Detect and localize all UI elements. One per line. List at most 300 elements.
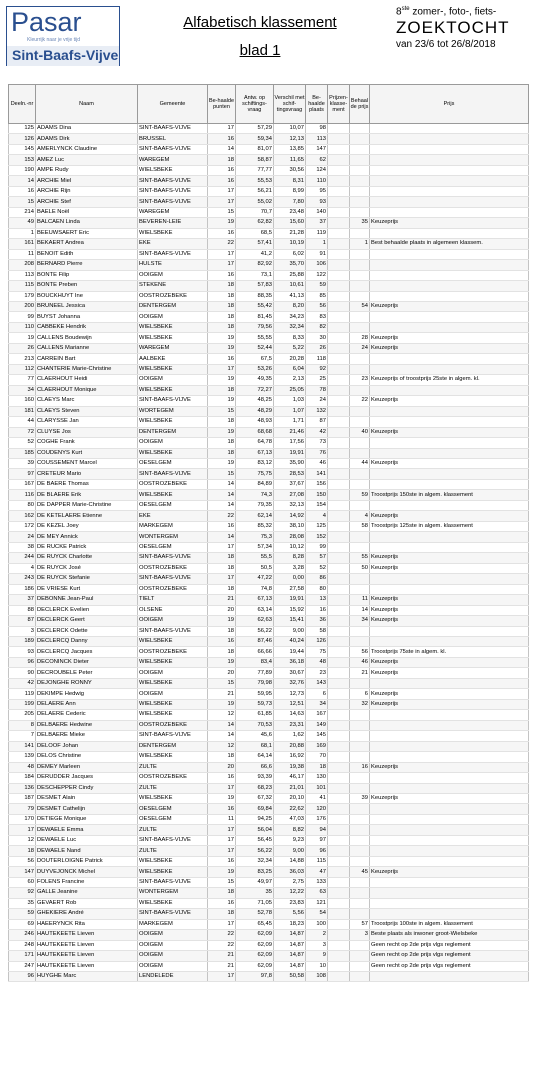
table-cell: 70,7 (236, 207, 274, 217)
table-row (9, 574, 529, 584)
table-cell (328, 500, 350, 510)
table-row (9, 354, 529, 364)
table-cell: 18 (9, 846, 36, 856)
table-cell (350, 281, 370, 291)
table-cell: 19 (9, 333, 36, 343)
table-cell: 20,88 (274, 741, 306, 751)
table-cell: 19,44 (274, 647, 306, 657)
table-cell: 65,45 (236, 919, 274, 929)
table-cell: Troostprijs 75ste in algem. kl. (370, 647, 529, 657)
table-cell: DE MEY Annick (36, 532, 138, 542)
table-cell (350, 814, 370, 824)
table-row (9, 710, 529, 720)
table-cell: 140 (306, 207, 328, 217)
table-cell: 19 (208, 333, 236, 343)
table-cell: 92 (306, 364, 328, 374)
table-cell: 18 (208, 888, 236, 898)
table-cell: BOUCKHUYT Ine (36, 291, 138, 301)
table-cell: 18 (208, 909, 236, 919)
table-cell: 54 (306, 909, 328, 919)
table-cell: 147 (9, 867, 36, 877)
table-cell: 32,34 (274, 322, 306, 332)
table-cell: 24 (9, 532, 36, 542)
table-row (9, 626, 529, 636)
table-cell: 18 (208, 448, 236, 458)
table-cell: 115 (9, 281, 36, 291)
table-cell: 56 (350, 647, 370, 657)
table-cell: 44 (9, 417, 36, 427)
table-row (9, 794, 529, 804)
table-cell (350, 856, 370, 866)
table-cell: 39 (350, 794, 370, 804)
table-cell: 67,32 (236, 794, 274, 804)
table-cell (370, 249, 529, 259)
table-row (9, 228, 529, 238)
table-cell (350, 773, 370, 783)
table-cell: 18 (208, 626, 236, 636)
table-cell: 72,27 (236, 385, 274, 395)
table-cell: 55,42 (236, 301, 274, 311)
table-cell: 133 (306, 877, 328, 887)
table-cell: 94 (306, 825, 328, 835)
table-cell: 40 (350, 427, 370, 437)
table-cell: Keuzeprijs (370, 218, 529, 228)
table-cell: DE KETELAERE Etienne (36, 511, 138, 521)
table-cell: 10,19 (274, 239, 306, 249)
table-row (9, 961, 529, 971)
table-cell: 95 (306, 186, 328, 196)
table-cell: 61,85 (236, 710, 274, 720)
table-cell: 18 (208, 312, 236, 322)
table-cell: 45 (350, 867, 370, 877)
table-cell: WIELSBEKE (138, 710, 208, 720)
table-cell (328, 971, 350, 981)
table-cell: 12 (9, 835, 36, 845)
table-cell: WIELSBEKE (138, 490, 208, 500)
table-cell: 15 (208, 207, 236, 217)
table-cell (328, 616, 350, 626)
table-cell (328, 584, 350, 594)
table-cell: 22 (208, 511, 236, 521)
table-cell: 14 (208, 479, 236, 489)
table-cell: 161 (9, 239, 36, 249)
table-cell: 1 (306, 239, 328, 249)
table-cell: 19 (208, 427, 236, 437)
table-cell: CLAERHOUT Monique (36, 385, 138, 395)
table-cell (350, 364, 370, 374)
table-row (9, 814, 529, 824)
table-cell: DE RUYCK José (36, 563, 138, 573)
table-cell (370, 898, 529, 908)
table-cell: 16 (208, 165, 236, 175)
table-cell: COUDENYS Kurt (36, 448, 138, 458)
table-cell (350, 312, 370, 322)
table-cell: 87 (306, 417, 328, 427)
table-cell: 121 (306, 898, 328, 908)
table-cell: ARCHIE Miel (36, 176, 138, 186)
table-cell: SINT-BAAFS-VIJVE (138, 877, 208, 887)
table-cell: 60 (9, 877, 36, 887)
table-cell: 16 (208, 134, 236, 144)
table-cell (350, 752, 370, 762)
event-info (396, 6, 532, 50)
table-cell (370, 532, 529, 542)
table-cell: 3 (9, 626, 36, 636)
table-cell: 93 (306, 197, 328, 207)
table-cell: 18 (208, 647, 236, 657)
table-cell: 11,65 (274, 155, 306, 165)
table-cell: 17,56 (274, 438, 306, 448)
table-cell (350, 961, 370, 971)
table-cell: 36 (306, 616, 328, 626)
table-cell: 17 (208, 825, 236, 835)
table-cell: WIELSBEKE (138, 867, 208, 877)
table-cell: 18 (208, 155, 236, 165)
table-cell: 52,78 (236, 909, 274, 919)
table-cell (328, 961, 350, 971)
table-cell: WIELSBEKE (138, 794, 208, 804)
table-cell (328, 521, 350, 531)
table-cell (370, 124, 529, 134)
table-row (9, 176, 529, 186)
table-cell (370, 877, 529, 887)
table-cell: SINT-BAAFS-VIJVE (138, 574, 208, 584)
table-cell: HAUTEKEETE Lieven (36, 940, 138, 950)
table-cell (328, 877, 350, 887)
table-cell: 73,1 (236, 270, 274, 280)
table-row (9, 396, 529, 406)
table-cell: DE RUYCK Charlotte (36, 553, 138, 563)
table-cell: 14 (350, 605, 370, 615)
table-cell: CLAERHOUT Heidi (36, 375, 138, 385)
table-row (9, 521, 529, 531)
event-ordinal: 8 (396, 6, 402, 18)
table-cell (328, 825, 350, 835)
table-cell: 20,28 (274, 354, 306, 364)
table-cell: 83,25 (236, 867, 274, 877)
table-cell (370, 710, 529, 720)
table-cell: HAUTEKEETE Lieven (36, 961, 138, 971)
table-cell (370, 500, 529, 510)
table-cell: 1 (9, 228, 36, 238)
table-cell: 67,13 (236, 448, 274, 458)
table-cell: BENOIT Edith (36, 249, 138, 259)
table-cell: 22 (208, 940, 236, 950)
table-cell: HAUTEKEETE Lieven (36, 930, 138, 940)
column-header: Be-haalde punten (208, 85, 236, 124)
logo-tagline: Kleurrijk naar je vrije tijd (27, 37, 81, 43)
table-cell (328, 574, 350, 584)
table-cell (328, 741, 350, 751)
table-row (9, 647, 529, 657)
table-cell (328, 197, 350, 207)
table-cell: 106 (306, 260, 328, 270)
table-cell (370, 354, 529, 364)
table-cell: 39 (9, 459, 36, 469)
table-cell (370, 197, 529, 207)
table-cell: 30 (306, 333, 328, 343)
table-cell: OOIGEM (138, 312, 208, 322)
table-cell: Geen recht op 2de prijs vlgs reglement (370, 951, 529, 961)
table-cell: Keuzeprijs (370, 794, 529, 804)
table-cell (350, 260, 370, 270)
table-cell: 46 (350, 657, 370, 667)
table-cell: 55,55 (236, 333, 274, 343)
table-cell: 40,24 (274, 636, 306, 646)
table-cell: 64,78 (236, 438, 274, 448)
table-cell (350, 270, 370, 280)
table-cell: 17 (9, 825, 36, 835)
table-cell (328, 814, 350, 824)
table-cell: 17 (208, 835, 236, 845)
table-cell: 119 (9, 689, 36, 699)
table-row (9, 835, 529, 845)
table-cell (350, 888, 370, 898)
table-cell (328, 322, 350, 332)
table-row (9, 741, 529, 751)
table-cell: 48,25 (236, 396, 274, 406)
table-cell: 62,09 (236, 940, 274, 950)
table-cell: 17 (208, 783, 236, 793)
table-cell: AMERLYNCK Claudine (36, 144, 138, 154)
table-cell: 14,87 (274, 940, 306, 950)
table-cell: 189 (9, 636, 36, 646)
table-cell: 1,71 (274, 417, 306, 427)
table-cell: 96 (9, 971, 36, 981)
table-cell: 21,46 (274, 427, 306, 437)
table-cell (370, 364, 529, 374)
table-cell: 4 (306, 511, 328, 521)
table-cell: 88,35 (236, 291, 274, 301)
table-cell: 23,83 (274, 898, 306, 908)
table-cell (328, 291, 350, 301)
table-cell (328, 553, 350, 563)
table-cell: 136 (9, 783, 36, 793)
table-cell: 3 (306, 940, 328, 950)
table-row (9, 500, 529, 510)
table-cell (328, 699, 350, 709)
table-cell (328, 710, 350, 720)
table-cell (370, 825, 529, 835)
table-cell: 55,53 (236, 176, 274, 186)
table-cell: 56,45 (236, 835, 274, 845)
table-cell: 68,1 (236, 741, 274, 751)
table-cell: DUYVEJONCK Michel (36, 867, 138, 877)
table-row (9, 406, 529, 416)
table-cell: ARCHIE Rijn (36, 186, 138, 196)
table-cell: 56 (9, 856, 36, 866)
table-cell: OOIGEM (138, 270, 208, 280)
table-row (9, 636, 529, 646)
table-cell: WIELSBEKE (138, 448, 208, 458)
table-cell (370, 144, 529, 154)
table-cell: 93,39 (236, 773, 274, 783)
table-row (9, 427, 529, 437)
table-cell: 247 (9, 961, 36, 971)
table-cell: Keuzeprijs (370, 427, 529, 437)
table-cell (328, 333, 350, 343)
table-cell (370, 469, 529, 479)
table-cell: 20 (208, 668, 236, 678)
table-cell: 19 (208, 218, 236, 228)
table-cell: Keuzeprijs (370, 668, 529, 678)
table-cell: 126 (306, 636, 328, 646)
table-cell: OOIGEM (138, 375, 208, 385)
table-cell (328, 773, 350, 783)
table-cell: 179 (9, 291, 36, 301)
table-cell: ZULTE (138, 762, 208, 772)
table-cell (328, 375, 350, 385)
table-cell (370, 731, 529, 741)
event-name: ZOEKTOCHT (396, 18, 510, 38)
table-cell: 67,13 (236, 595, 274, 605)
table-cell: 77,89 (236, 668, 274, 678)
pasar-logo (6, 6, 120, 66)
table-cell: 172 (9, 521, 36, 531)
table-cell: 12,73 (274, 689, 306, 699)
table-cell: SINT-BAAFS-VIJVE (138, 186, 208, 196)
table-cell: 124 (306, 165, 328, 175)
table-cell: DELBAERE Hedwine (36, 720, 138, 730)
table-cell: 2 (306, 930, 328, 940)
table-cell: ADAMS Dirk (36, 134, 138, 144)
table-cell: 42 (306, 427, 328, 437)
table-cell: TIELT (138, 595, 208, 605)
table-cell: 14 (208, 500, 236, 510)
table-row (9, 459, 529, 469)
table-cell: 62,63 (236, 616, 274, 626)
table-cell: 21 (208, 595, 236, 605)
table-cell: 9,00 (274, 846, 306, 856)
table-cell: 17 (208, 124, 236, 134)
table-cell (350, 877, 370, 887)
table-cell (350, 971, 370, 981)
table-cell (370, 846, 529, 856)
table-cell: OLSENE (138, 605, 208, 615)
table-cell: WIELSBEKE (138, 165, 208, 175)
table-row (9, 773, 529, 783)
table-cell: 82,92 (236, 260, 274, 270)
table-cell: 16,92 (274, 752, 306, 762)
table-cell: 35 (350, 218, 370, 228)
table-cell: DOUTERLOIGNE Patrick (36, 856, 138, 866)
table-cell: 66,66 (236, 647, 274, 657)
table-cell: WAREGEM (138, 207, 208, 217)
table-cell: 184 (9, 773, 36, 783)
table-row (9, 124, 529, 134)
table-cell (328, 647, 350, 657)
table-cell (370, 814, 529, 824)
table-cell (370, 783, 529, 793)
table-cell: WIELSBEKE (138, 322, 208, 332)
table-cell (370, 720, 529, 730)
table-cell: DELOS Christine (36, 752, 138, 762)
table-cell: OOSTROZEBEKE (138, 773, 208, 783)
table-row (9, 553, 529, 563)
table-cell: 110 (9, 322, 36, 332)
table-cell: 6,04 (274, 364, 306, 374)
table-row (9, 469, 529, 479)
table-cell (370, 155, 529, 165)
table-cell: 18 (208, 584, 236, 594)
table-cell: 58,87 (236, 155, 274, 165)
page-header (0, 0, 536, 86)
table-row (9, 479, 529, 489)
table-cell (370, 228, 529, 238)
table-cell: OOIGEM (138, 951, 208, 961)
table-cell: 16 (306, 605, 328, 615)
table-cell: 32 (350, 699, 370, 709)
table-row (9, 260, 529, 270)
table-cell (350, 626, 370, 636)
table-cell: 36,03 (274, 867, 306, 877)
table-cell: 13,85 (274, 144, 306, 154)
table-cell: 74,8 (236, 584, 274, 594)
table-cell (328, 605, 350, 615)
table-cell (350, 207, 370, 217)
table-row (9, 720, 529, 730)
table-row (9, 239, 529, 249)
table-cell: 244 (9, 553, 36, 563)
table-cell: 100 (306, 919, 328, 929)
table-cell: 12 (208, 710, 236, 720)
table-cell: 11 (208, 814, 236, 824)
table-cell (370, 406, 529, 416)
table-cell: 19,91 (274, 448, 306, 458)
table-row (9, 595, 529, 605)
table-cell: 69,84 (236, 804, 274, 814)
table-row (9, 605, 529, 615)
table-cell: Troostprijs 100ste in algem. klassement (370, 919, 529, 929)
table-cell: BERNARD Pierre (36, 260, 138, 270)
table-cell: DETIEGE Monique (36, 814, 138, 824)
table-cell: 12,22 (274, 888, 306, 898)
table-cell: 58 (350, 521, 370, 531)
table-cell: 19 (208, 794, 236, 804)
table-cell: CLUYSE Jos (36, 427, 138, 437)
table-cell: 77,77 (236, 165, 274, 175)
table-cell: 14 (208, 532, 236, 542)
table-row (9, 616, 529, 626)
table-cell (328, 427, 350, 437)
table-cell: 15,92 (274, 605, 306, 615)
table-cell: DECROUBELE Peter (36, 668, 138, 678)
table-cell: 14 (208, 720, 236, 730)
table-cell: 125 (306, 521, 328, 531)
table-cell: 52 (306, 563, 328, 573)
table-cell: 1,62 (274, 731, 306, 741)
table-cell: 38,10 (274, 521, 306, 531)
table-cell (350, 636, 370, 646)
table-cell: 19 (208, 343, 236, 353)
table-cell: CLAEYS Marc (36, 396, 138, 406)
table-cell: WIELSBEKE (138, 678, 208, 688)
table-cell: 62,82 (236, 218, 274, 228)
table-cell: 66,6 (236, 762, 274, 772)
table-cell: 112 (9, 364, 36, 374)
table-row (9, 270, 529, 280)
table-cell: 74,3 (236, 490, 274, 500)
table-cell (328, 396, 350, 406)
table-cell: DESCHEPPER Cindy (36, 783, 138, 793)
table-cell: OOSTROZEBEKE (138, 720, 208, 730)
table-cell: CARREIN Bart (36, 354, 138, 364)
table-cell: 16 (208, 521, 236, 531)
table-cell: 16 (208, 176, 236, 186)
table-cell (350, 197, 370, 207)
table-cell: 120 (306, 804, 328, 814)
table-cell: AALBEKE (138, 354, 208, 364)
